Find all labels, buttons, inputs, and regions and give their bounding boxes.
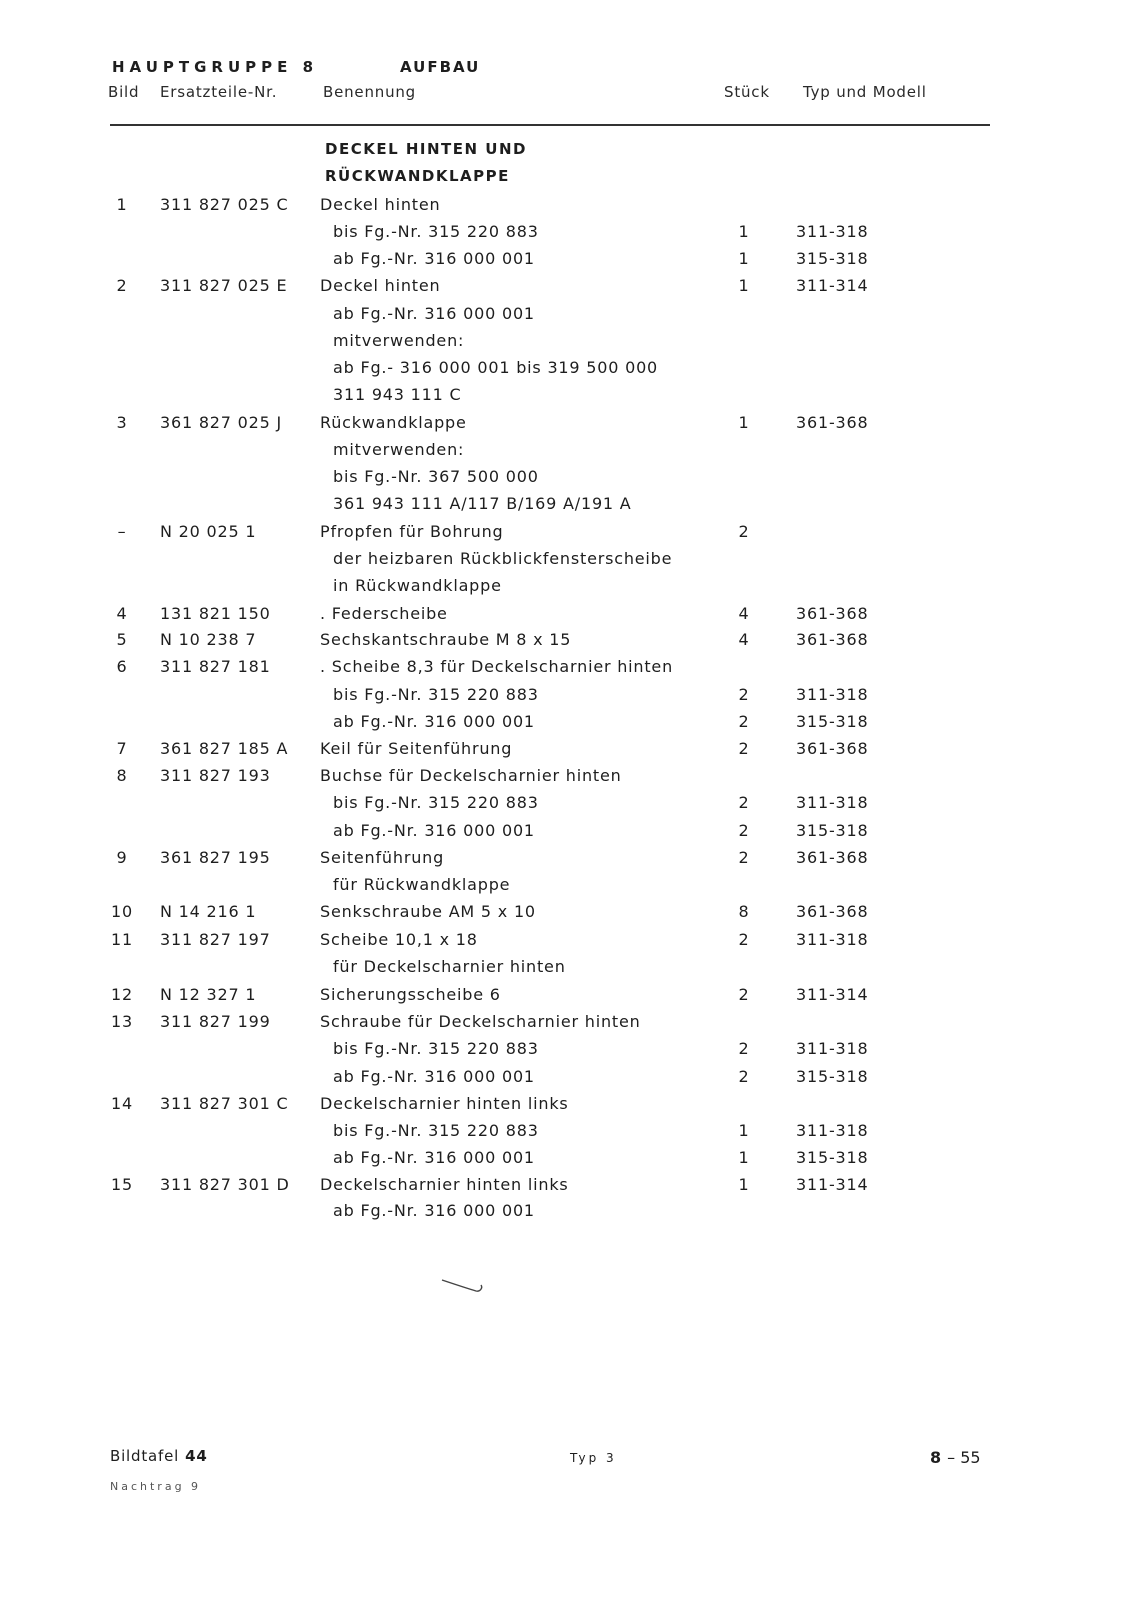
table-row xyxy=(0,1121,1134,1148)
description: mitverwenden: xyxy=(333,440,465,459)
table-row xyxy=(0,549,1134,576)
bild-number: 7 xyxy=(116,739,128,758)
description: bis Fg.-Nr. 315 220 883 xyxy=(333,793,539,812)
plate-reference xyxy=(110,1447,208,1465)
quantity: 2 xyxy=(738,685,750,704)
table-row xyxy=(0,957,1134,984)
table-row xyxy=(0,385,1134,412)
description: für Rückwandklappe xyxy=(333,875,511,894)
description: bis Fg.-Nr. 315 220 883 xyxy=(333,222,539,241)
type-model: 315-318 xyxy=(796,712,869,731)
table-row xyxy=(0,522,1134,549)
description: Deckelscharnier hinten links xyxy=(320,1175,569,1194)
description: Schraube für Deckelscharnier hinten xyxy=(320,1012,641,1031)
bild-number: 11 xyxy=(111,930,133,949)
description: Deckel hinten xyxy=(320,195,441,214)
bild-number: 5 xyxy=(116,630,128,649)
table-row xyxy=(0,440,1134,467)
table-row xyxy=(0,467,1134,494)
column-header-bild: Bild xyxy=(108,83,140,101)
type-model: 361-368 xyxy=(796,604,869,623)
description: für Deckelscharnier hinten xyxy=(333,957,566,976)
part-number: 361 827 185 A xyxy=(160,739,289,758)
page-number xyxy=(930,1448,981,1467)
part-number: 311 827 025 C xyxy=(160,195,289,214)
description: Senkschraube AM 5 x 10 xyxy=(320,902,536,921)
description: Seitenführung xyxy=(320,848,445,867)
quantity: 1 xyxy=(738,249,750,268)
table-row xyxy=(0,712,1134,739)
description: Keil für Seitenführung xyxy=(320,739,513,758)
table-row xyxy=(0,739,1134,766)
description: 311 943 111 C xyxy=(333,385,462,404)
quantity: 1 xyxy=(738,222,750,241)
description: ab Fg.-Nr. 316 000 001 xyxy=(333,712,535,731)
description: Pfropfen für Bohrung xyxy=(320,522,504,541)
quantity: 2 xyxy=(738,930,750,949)
header-divider xyxy=(110,124,990,126)
column-header-description: Benennung xyxy=(323,83,417,101)
type-model: 361-368 xyxy=(796,902,869,921)
quantity: 2 xyxy=(738,522,750,541)
part-number: 311 827 301 C xyxy=(160,1094,289,1113)
quantity: 1 xyxy=(738,1121,750,1140)
type-model: 311-318 xyxy=(796,1039,869,1058)
type-model: 361-368 xyxy=(796,413,869,432)
table-row xyxy=(0,1067,1134,1094)
bild-number: 3 xyxy=(116,413,128,432)
vehicle-type: Typ 3 xyxy=(570,1451,617,1465)
table-row xyxy=(0,249,1134,276)
table-row xyxy=(0,413,1134,440)
table-row xyxy=(0,821,1134,848)
table-row xyxy=(0,1094,1134,1121)
quantity: 2 xyxy=(738,821,750,840)
column-header-part-number: Ersatzteile-Nr. xyxy=(160,83,278,101)
bild-number: 15 xyxy=(111,1175,133,1194)
part-number: 311 827 301 D xyxy=(160,1175,290,1194)
bild-number: 10 xyxy=(111,902,133,921)
description: . Scheibe 8,3 für Deckelscharnier hinten xyxy=(320,657,674,676)
section-label: AUFBAU xyxy=(400,58,481,76)
description: Scheibe 10,1 x 18 xyxy=(320,930,478,949)
type-model: 315-318 xyxy=(796,1067,869,1086)
quantity: 1 xyxy=(738,1175,750,1194)
type-model: 311-318 xyxy=(796,1121,869,1140)
pen-mark xyxy=(440,1276,486,1296)
description: ab Fg.-Nr. 316 000 001 xyxy=(333,821,535,840)
bild-number: 8 xyxy=(116,766,128,785)
quantity: 2 xyxy=(738,739,750,758)
part-number: 311 827 193 xyxy=(160,766,271,785)
quantity: 1 xyxy=(738,413,750,432)
part-number: N 14 216 1 xyxy=(160,902,257,921)
section-title-line-1: DECKEL HINTEN UND xyxy=(325,140,527,158)
description: in Rückwandklappe xyxy=(333,576,502,595)
type-model: 311-314 xyxy=(796,276,869,295)
part-number: 361 827 025 J xyxy=(160,413,282,432)
quantity: 2 xyxy=(738,1067,750,1086)
bild-number: 14 xyxy=(111,1094,133,1113)
part-number: 131 821 150 xyxy=(160,604,271,623)
type-model: 361-368 xyxy=(796,739,869,758)
quantity: 2 xyxy=(738,1039,750,1058)
bild-number: 2 xyxy=(116,276,128,295)
type-model: 311-314 xyxy=(796,985,869,1004)
quantity: 2 xyxy=(738,793,750,812)
type-model: 311-318 xyxy=(796,793,869,812)
description: bis Fg.-Nr. 315 220 883 xyxy=(333,1039,539,1058)
bild-number: 6 xyxy=(116,657,128,676)
table-row xyxy=(0,222,1134,249)
type-model: 311-318 xyxy=(796,930,869,949)
table-row xyxy=(0,875,1134,902)
table-row xyxy=(0,1148,1134,1175)
description: ab Fg.-Nr. 316 000 001 xyxy=(333,1201,535,1220)
part-number: 311 827 197 xyxy=(160,930,271,949)
table-row xyxy=(0,1201,1134,1228)
part-number: 311 827 199 xyxy=(160,1012,271,1031)
table-row xyxy=(0,1039,1134,1066)
bild-number: 1 xyxy=(116,195,128,214)
quantity: 4 xyxy=(738,630,750,649)
supplement-note: Nachtrag 9 xyxy=(110,1480,202,1493)
part-number: 311 827 025 E xyxy=(160,276,288,295)
bild-number: 13 xyxy=(111,1012,133,1031)
description: Sechskantschraube M 8 x 15 xyxy=(320,630,572,649)
plate-number: 44 xyxy=(185,1447,208,1465)
quantity: 4 xyxy=(738,604,750,623)
description: der heizbaren Rückblickfensterscheibe xyxy=(333,549,673,568)
description: 361 943 111 A/117 B/169 A/191 A xyxy=(333,494,632,513)
table-row xyxy=(0,576,1134,603)
table-row xyxy=(0,1012,1134,1039)
description: bis Fg.-Nr. 315 220 883 xyxy=(333,685,539,704)
page-number-value: – 55 xyxy=(947,1448,981,1467)
page-group: 8 xyxy=(930,1448,942,1467)
quantity: 2 xyxy=(738,848,750,867)
type-model: 361-368 xyxy=(796,630,869,649)
description: ab Fg.-Nr. 316 000 001 xyxy=(333,249,535,268)
part-number: N 12 327 1 xyxy=(160,985,257,1004)
description: mitverwenden: xyxy=(333,331,465,350)
table-row xyxy=(0,494,1134,521)
table-row xyxy=(0,985,1134,1012)
description: Deckel hinten xyxy=(320,276,441,295)
type-model: 315-318 xyxy=(796,821,869,840)
table-row xyxy=(0,1175,1134,1202)
bild-number: 12 xyxy=(111,985,133,1004)
type-model: 311-314 xyxy=(796,1175,869,1194)
section-title-line-2: RÜCKWANDKLAPPE xyxy=(325,167,510,185)
type-model: 311-318 xyxy=(796,685,869,704)
part-number: N 10 238 7 xyxy=(160,630,257,649)
description: . Federscheibe xyxy=(320,604,448,623)
plate-label: Bildtafel xyxy=(110,1447,180,1465)
description: Sicherungsscheibe 6 xyxy=(320,985,501,1004)
table-row xyxy=(0,331,1134,358)
type-model: 311-318 xyxy=(796,222,869,241)
type-model: 361-368 xyxy=(796,848,869,867)
table-row xyxy=(0,793,1134,820)
bild-number: 9 xyxy=(116,848,128,867)
description: bis Fg.-Nr. 315 220 883 xyxy=(333,1121,539,1140)
table-row xyxy=(0,358,1134,385)
table-row xyxy=(0,304,1134,331)
description: Deckelscharnier hinten links xyxy=(320,1094,569,1113)
table-row xyxy=(0,685,1134,712)
table-row xyxy=(0,604,1134,631)
table-row xyxy=(0,195,1134,222)
part-number: 311 827 181 xyxy=(160,657,271,676)
description: ab Fg.-Nr. 316 000 001 xyxy=(333,1067,535,1086)
quantity: 2 xyxy=(738,985,750,1004)
column-header-type-model: Typ und Modell xyxy=(803,83,927,101)
description: ab Fg.-Nr. 316 000 001 xyxy=(333,1148,535,1167)
quantity: 8 xyxy=(738,902,750,921)
type-model: 315-318 xyxy=(796,249,869,268)
description: Buchse für Deckelscharnier hinten xyxy=(320,766,622,785)
part-number: N 20 025 1 xyxy=(160,522,257,541)
table-row xyxy=(0,657,1134,684)
description: ab Fg.- 316 000 001 bis 319 500 000 xyxy=(333,358,659,377)
table-row xyxy=(0,930,1134,957)
bild-number: – xyxy=(117,522,127,541)
table-row xyxy=(0,848,1134,875)
part-number: 361 827 195 xyxy=(160,848,271,867)
description: Rückwandklappe xyxy=(320,413,467,432)
main-group-label: HAUPTGRUPPE 8 xyxy=(112,58,319,76)
quantity: 1 xyxy=(738,1148,750,1167)
table-row xyxy=(0,630,1134,657)
table-row xyxy=(0,902,1134,929)
table-row xyxy=(0,276,1134,303)
quantity: 2 xyxy=(738,712,750,731)
quantity: 1 xyxy=(738,276,750,295)
column-header-quantity: Stück xyxy=(724,83,770,101)
bild-number: 4 xyxy=(116,604,128,623)
description: bis Fg.-Nr. 367 500 000 xyxy=(333,467,539,486)
table-row xyxy=(0,766,1134,793)
description: ab Fg.-Nr. 316 000 001 xyxy=(333,304,535,323)
main-group-heading xyxy=(112,58,481,76)
type-model: 315-318 xyxy=(796,1148,869,1167)
